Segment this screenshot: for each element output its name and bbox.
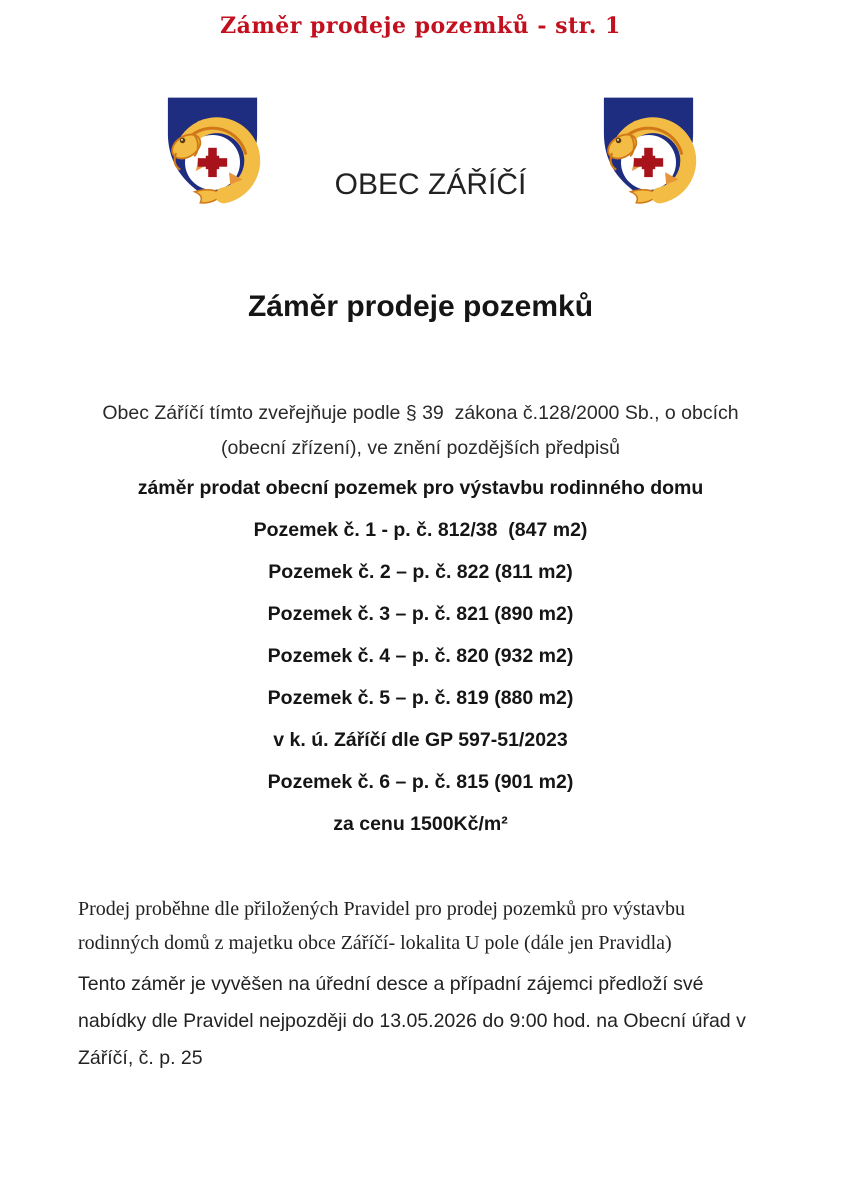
intro-paragraph: Obec Záříčí tímto zveřejňuje podle § 39 zákona č.128/2000 Sb., o obcích (obecní zřízení), ve znění pozdějších předpisů xyxy=(102,402,739,459)
crest-row xyxy=(0,94,841,204)
plot-line-4: Pozemek č. 4 – p. č. 820 (932 m2) xyxy=(267,645,574,667)
price-line: za cenu 1500Kč/m² xyxy=(333,813,508,835)
rules-paragraph: Prodej proběhne dle přiložených Pravidel pro prodej pozemků pro výstavbu rodinných domů z majetku obce Záříčí- lokalita U pole (dále jen Pravidla) xyxy=(78,898,686,954)
page-title: Záměr prodeje pozemků - str. 1 xyxy=(220,13,621,39)
plot-line-2: Pozemek č. 2 – p. č. 822 (811 m2) xyxy=(268,561,573,583)
plot-line-3: Pozemek č. 3 – p. č. 821 (890 m2) xyxy=(267,603,574,625)
document-title: Záměr prodeje pozemků xyxy=(247,290,594,323)
municipality-name: OBEC ZÁŘÍČÍ xyxy=(334,168,527,201)
plot-line-6: Pozemek č. 6 – p. č. 815 (901 m2) xyxy=(267,771,574,793)
plot-line-1: Pozemek č. 1 - p. č. 812/38 (847 m2) xyxy=(253,519,588,541)
notice-paragraph: Tento záměr je vyvěšen na úřední desce a případní zájemci předloží své nabídky dle Pravidel nejpozději do 13.05.2026 do 9:00 hod. na Obecní úřad v Záříčí, č. p. 25 xyxy=(78,973,746,1069)
intent-line: záměr prodat obecní pozemek pro výstavbu rodinného domu xyxy=(137,477,704,499)
plot-line-5: Pozemek č. 5 – p. č. 819 (880 m2) xyxy=(267,687,574,709)
zarici-coat-of-arms-icon-left xyxy=(160,94,265,204)
zarici-coat-of-arms-icon-right xyxy=(596,94,701,204)
cadastral-area-line: v k. ú. Záříčí dle GP 597-51/2023 xyxy=(273,729,568,751)
